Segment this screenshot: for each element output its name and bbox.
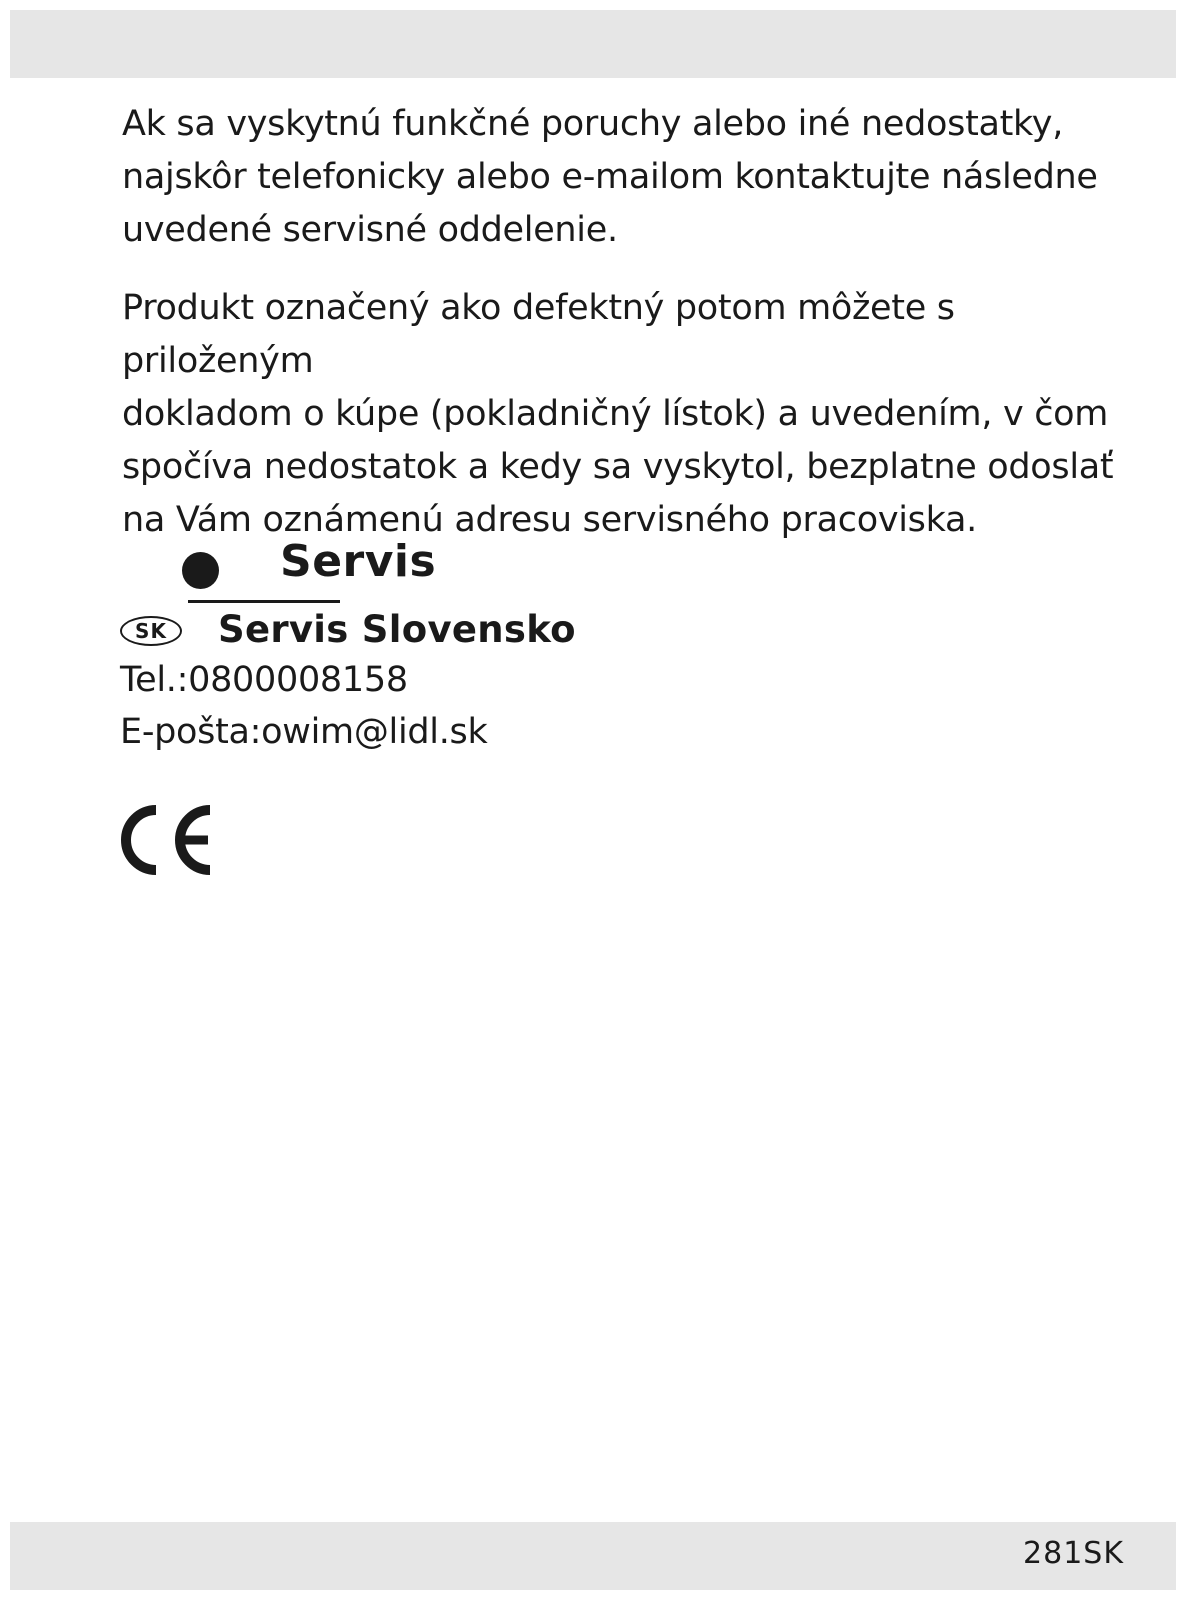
filled-circle-icon: [182, 552, 219, 589]
service-phone: Tel.:0800008158: [120, 660, 408, 700]
paragraph-send-product: Produkt označený ako defektný potom môžete s priloženým dokladom o kúpe (pokladničný lístok) a uvedením, v čom spočíva nedostatok a kedy sa vyskytol, bezplatne odoslať na Vám oznámenú adresu servisného pracoviska.: [122, 288, 1114, 540]
section-title: Servis: [280, 536, 437, 587]
footer-band: [10, 1522, 1176, 1590]
page-number: 281SK: [1023, 1536, 1124, 1571]
heading-underline: [188, 600, 340, 603]
service-title: Servis Slovensko: [218, 608, 576, 651]
country-code-badge: SK: [120, 616, 182, 646]
ce-mark-icon: [112, 792, 242, 888]
main-content: [122, 98, 1142, 547]
header-band: [10, 10, 1176, 78]
section-heading-servis: [182, 536, 522, 606]
service-email: E-pošta:owim@lidl.sk: [120, 712, 488, 752]
paragraph-defect-contact: Ak sa vyskytnú funkčné poruchy alebo iné nedostatky, najskôr telefonicky alebo e-mailom kontaktujte následne uvedené servisné oddelenie.: [122, 104, 1098, 250]
service-country-row: [120, 608, 720, 658]
